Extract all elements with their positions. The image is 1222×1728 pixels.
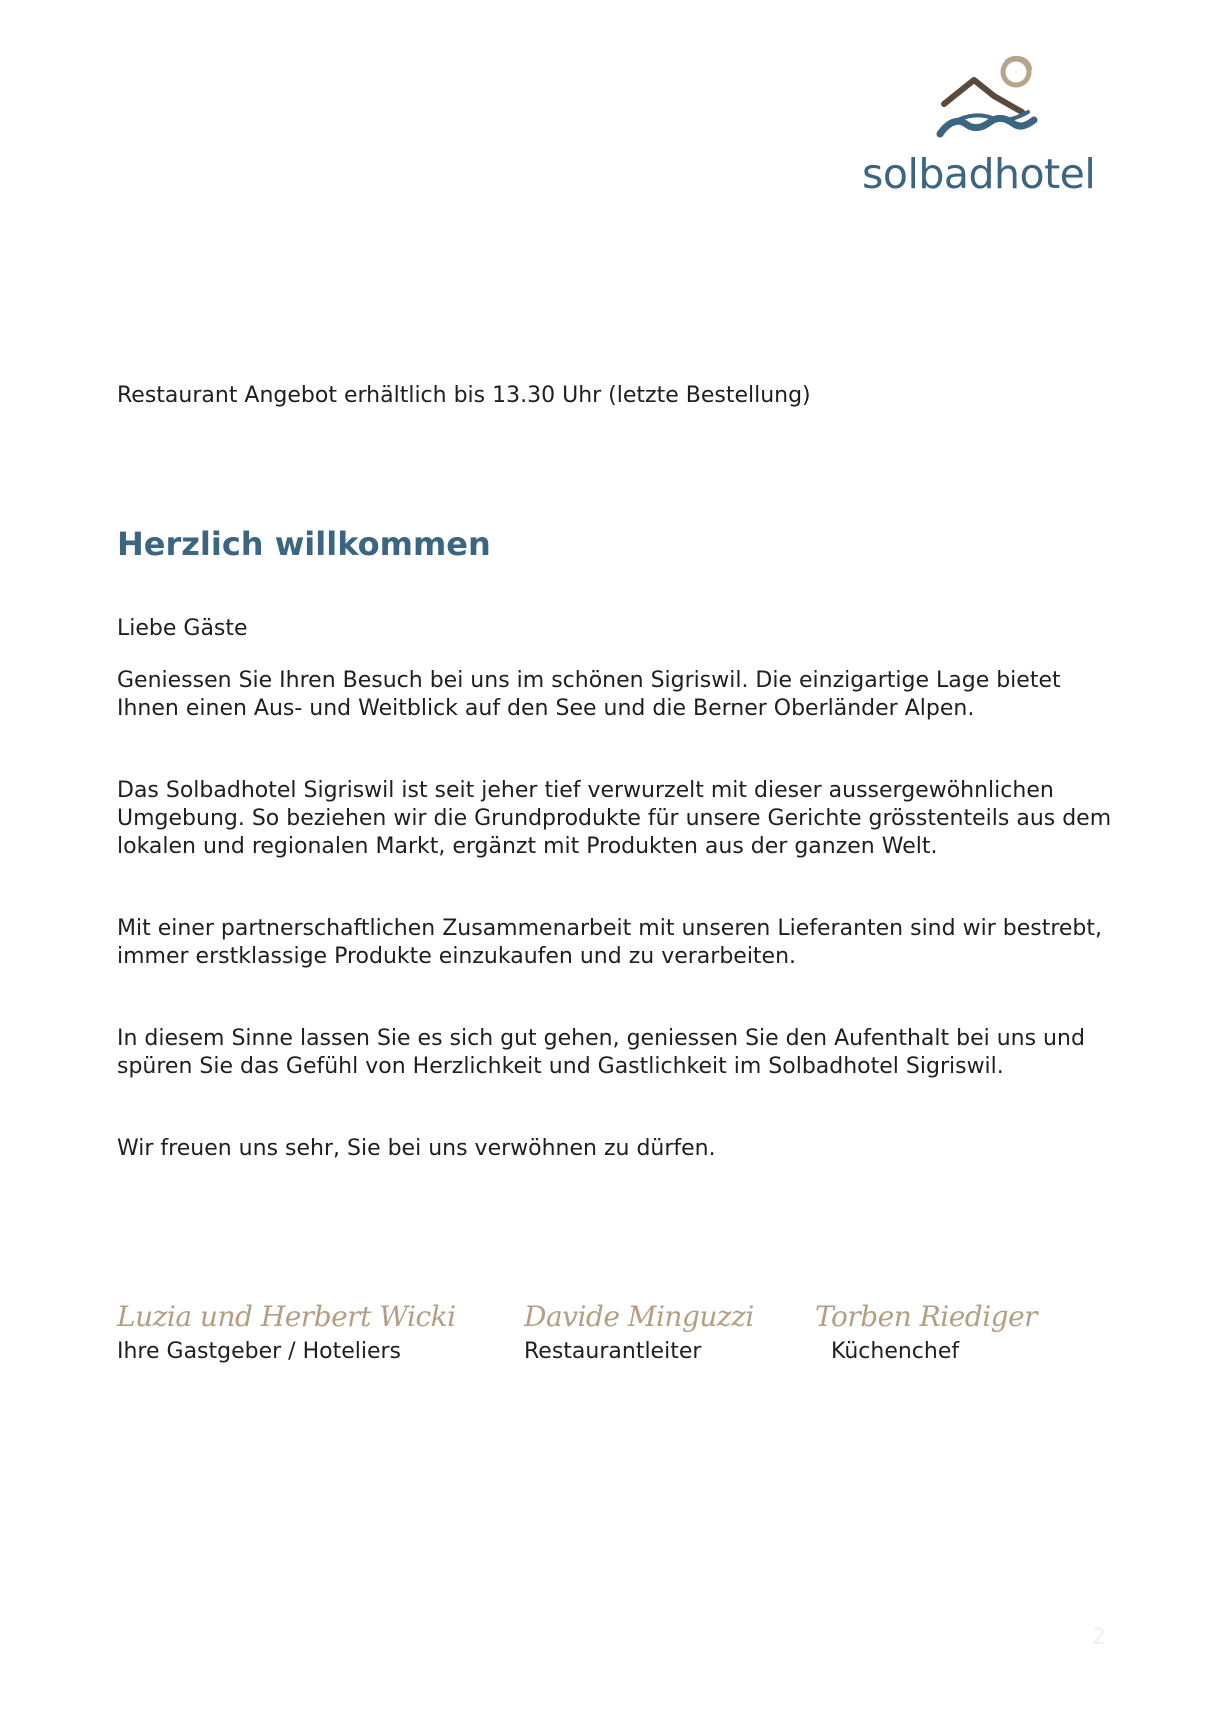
mountain-lake-sun-icon <box>934 52 1044 148</box>
signature-name: Torben Riediger <box>815 1300 1038 1333</box>
opening-hours-notice: Restaurant Angebot erhältlich bis 13.30 Uhr (letzte Bestellung) <box>117 383 811 408</box>
paragraph-4: In diesem Sinne lassen Sie es sich gut gehen, geniessen Sie den Aufenthalt bei uns und spüren Sie das Gefühl von Herzlichkeit und Gastlichkeit im Solbadhotel Sigriswil. <box>117 1026 1085 1079</box>
signature-hosts <box>117 1300 456 1364</box>
page-title: Herzlich willkommen <box>117 525 491 563</box>
signature-role: Ihre Gastgeber / Hoteliers <box>117 1339 402 1364</box>
hotel-logo <box>862 52 1122 202</box>
signature-role: Restaurantleiter <box>524 1339 702 1364</box>
signature-name: Davide Minguzzi <box>524 1300 754 1333</box>
signature-role: Küchenchef <box>831 1339 960 1364</box>
page-number: 2 <box>1092 1625 1106 1650</box>
signature-chef <box>815 1300 1037 1364</box>
paragraph-5: Wir freuen uns sehr, Sie bei uns verwöhnen zu dürfen. <box>117 1136 716 1161</box>
paragraph-1: Geniessen Sie Ihren Besuch bei uns im schönen Sigriswil. Die einzigartige Lage bietet Ihnen einen Aus- und Weitblick auf den See und die Berner Oberländer Alpen. <box>117 668 1061 721</box>
signature-name: Luzia und Herbert Wicki <box>117 1300 456 1333</box>
signature-restaurant-manager <box>524 1300 754 1364</box>
paragraph-2: Das Solbadhotel Sigriswil ist seit jeher tief verwurzelt mit dieser aussergewöhnlichen Umgebung. So beziehen wir die Grundprodukte für unsere Gerichte grösstenteils aus dem lokalen und regionalen Markt, ergänzt mit Produkten aus der ganzen Welt. <box>117 778 1112 859</box>
salutation: Liebe Gäste <box>117 616 248 641</box>
paragraph-3: Mit einer partnerschaftlichen Zusammenarbeit mit unseren Lieferanten sind wir bestrebt, immer erstklassige Produkte einzukaufen und zu verarbeiten. <box>117 916 1102 969</box>
logo-wordmark: solbadhotel <box>862 150 1096 198</box>
